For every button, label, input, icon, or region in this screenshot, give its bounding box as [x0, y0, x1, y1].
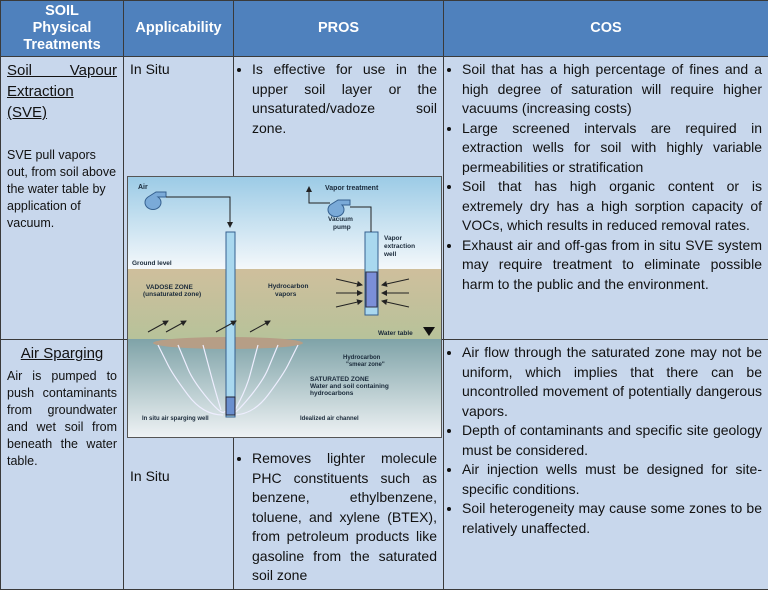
- treatment-name: Soil Vapour Extraction (SVE): [7, 60, 117, 123]
- header-soil-treatments: [1, 1, 124, 57]
- header-pros: PROS: [234, 1, 444, 57]
- diagram-label: Water table: [378, 330, 413, 337]
- diagram-label: well: [383, 251, 396, 258]
- header-cons: COS: [444, 1, 768, 57]
- diagram-label: Vacuum: [328, 216, 353, 223]
- con-item: • Soil heterogeneity may cause some zones to be relatively unaffected.: [462, 499, 762, 538]
- cons-cell: [444, 340, 768, 590]
- diagram-label: extraction: [384, 243, 415, 250]
- diagram-label: In situ air sparging well: [142, 416, 209, 422]
- treatment-cell: [1, 57, 124, 340]
- diagram-label: pump: [333, 224, 351, 231]
- treatment-name: Air Sparging: [7, 343, 117, 364]
- diagram-label: Hydrocarbon: [268, 283, 308, 290]
- sparging-well-screen: [226, 397, 235, 415]
- diagram-label: hydrocarbons: [310, 390, 354, 397]
- diagram-label: Water and soil containing: [310, 383, 389, 390]
- treatment-cell: [1, 340, 124, 590]
- treatment-description: Air is pumped to push contaminants from groundwater and wet soil from beneath the water table.: [7, 368, 117, 470]
- diagram-label: Hydrocarbon: [343, 355, 381, 361]
- diagram-label: VADOSE ZONE: [146, 284, 193, 291]
- header-text: SOIL: [45, 3, 79, 19]
- header-text: Physical: [33, 20, 92, 36]
- diagram-label: Air: [138, 184, 148, 191]
- diagram-label: "smear zone": [346, 362, 385, 368]
- diagram-label: (unsaturated zone): [143, 291, 201, 298]
- diagram-label: SATURATED ZONE: [310, 376, 370, 383]
- con-item: • Large screened intervals are required in extraction wells for soil with highly variable permeabilities or stratification: [462, 119, 762, 178]
- cons-cell: [444, 57, 768, 340]
- vapor-well-screen: [366, 272, 377, 307]
- diagram-label: Vapor treatment: [325, 185, 379, 192]
- header-applicability: Applicability: [124, 1, 234, 57]
- con-item: • Soil that has high organic content or is extremely dry has a high sorption capacity of VOCs, which results in reduced removal rates.: [462, 177, 762, 236]
- diagram-label: Idealized air channel: [300, 416, 359, 422]
- header-text: Treatments: [23, 37, 100, 53]
- treatment-description: SVE pull vapors out, from soil above the water table by application of vacuum.: [7, 147, 117, 232]
- diagram-label: Vapor: [384, 235, 403, 242]
- diagram-label: Ground level: [132, 260, 172, 267]
- header-row: [1, 1, 768, 57]
- con-item: • Soil that has a high percentage of fines and a high degree of saturation will require higher vacuums (increasing costs): [462, 60, 762, 119]
- saturated-zone: [128, 339, 441, 437]
- pro-item: • Is effective for use in the upper soil layer or the unsaturated/vadoze soil zone.: [252, 60, 437, 138]
- con-item: • Depth of contaminants and specific site geology must be considered.: [462, 421, 762, 460]
- diagram-label: vapors: [275, 291, 297, 298]
- applicability-text: In Situ: [130, 467, 227, 487]
- pro-item: • Removes lighter molecule PHC constituents such as benzene, ethylbenzene, toluene, and xylene (BTEX), from petroleum products like gasoline from the saturated soil zone: [252, 449, 437, 586]
- con-item: • Air flow through the saturated zone may not be uniform, which implies that there can be uncontrolled movement of potentially dangerous vapors.: [462, 343, 762, 421]
- con-item: • Air injection wells must be designed for site-specific conditions.: [462, 460, 762, 499]
- con-item: • Exhaust air and off-gas from in situ SVE system may require treatment to eliminate possible harm to the public and the environment.: [462, 236, 762, 295]
- sve-air-sparging-diagram: [127, 176, 442, 438]
- applicability-cell: In Situ: [124, 57, 234, 340]
